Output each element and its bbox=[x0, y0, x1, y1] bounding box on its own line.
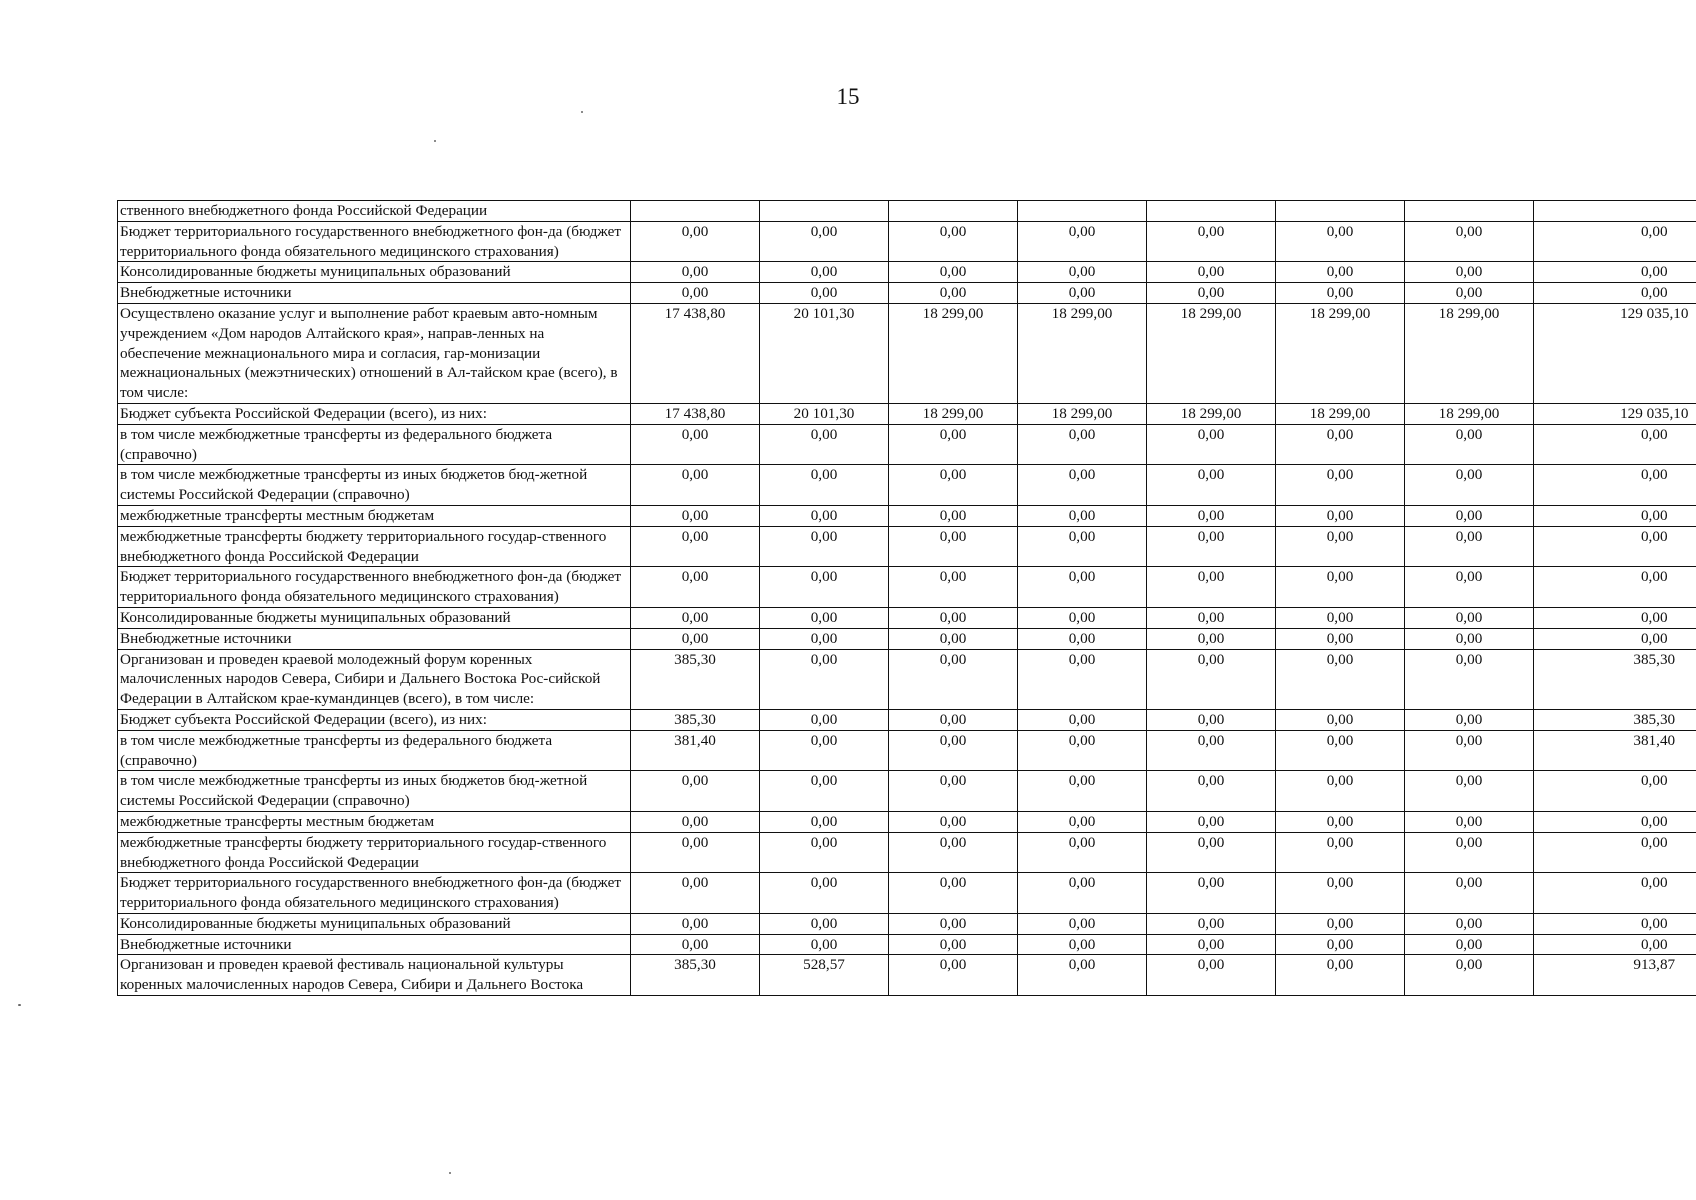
row-label: Организован и проведен краевой фестиваль национальной культуры коренных малочисленных народов Севера, Сибири и Дальнего Востока bbox=[118, 955, 631, 996]
table-row bbox=[118, 955, 1696, 996]
value-cell: 0,00 bbox=[1405, 709, 1534, 730]
value-cell: 0,00 bbox=[760, 730, 889, 771]
value-cell: 0,00 bbox=[1405, 505, 1534, 526]
value-cell: 0,00 bbox=[760, 628, 889, 649]
value-cell bbox=[1018, 201, 1147, 222]
value-cell: 0,00 bbox=[1534, 424, 1696, 465]
value-cell: 18 299,00 bbox=[1018, 403, 1147, 424]
value-cell: 0,00 bbox=[889, 730, 1018, 771]
table-row bbox=[118, 424, 1696, 465]
table-row bbox=[118, 913, 1696, 934]
value-cell: 0,00 bbox=[760, 424, 889, 465]
row-label: межбюджетные трансферты бюджету территориального государ-ственного внебюджетного фонда Российской Федерации bbox=[118, 832, 631, 873]
value-cell: 0,00 bbox=[1018, 771, 1147, 812]
value-cell: 0,00 bbox=[1018, 873, 1147, 914]
table-row bbox=[118, 873, 1696, 914]
value-cell: 17 438,80 bbox=[631, 303, 760, 403]
table-row bbox=[118, 709, 1696, 730]
value-cell: 0,00 bbox=[760, 811, 889, 832]
value-cell: 129 035,10 bbox=[1534, 403, 1696, 424]
table-row bbox=[118, 934, 1696, 955]
value-cell: 0,00 bbox=[889, 221, 1018, 262]
value-cell: 0,00 bbox=[1276, 955, 1405, 996]
value-cell: 0,00 bbox=[1405, 607, 1534, 628]
value-cell: 0,00 bbox=[631, 221, 760, 262]
value-cell: 18 299,00 bbox=[889, 403, 1018, 424]
value-cell: 0,00 bbox=[1276, 465, 1405, 506]
value-cell: 0,00 bbox=[889, 283, 1018, 304]
row-label: в том числе межбюджетные трансферты из федерального бюджета (справочно) bbox=[118, 424, 631, 465]
value-cell: 0,00 bbox=[1018, 465, 1147, 506]
value-cell: 0,00 bbox=[889, 709, 1018, 730]
value-cell: 0,00 bbox=[1405, 913, 1534, 934]
table-row bbox=[118, 221, 1696, 262]
value-cell: 0,00 bbox=[1405, 262, 1534, 283]
table-row bbox=[118, 201, 1696, 222]
value-cell: 0,00 bbox=[1405, 465, 1534, 506]
row-label: Организован и проведен краевой молодежный форум коренных малочисленных народов Севера, Сибири и Дальнего Востока Рос-сийской Федерации в Алтайском крае-кумандинцев (всего), в том числе: bbox=[118, 649, 631, 709]
table-row bbox=[118, 262, 1696, 283]
value-cell: 0,00 bbox=[889, 913, 1018, 934]
row-label: Внебюджетные источники bbox=[118, 934, 631, 955]
value-cell: 18 299,00 bbox=[1405, 403, 1534, 424]
value-cell: 0,00 bbox=[1405, 283, 1534, 304]
value-cell: 0,00 bbox=[1147, 873, 1276, 914]
row-label: Бюджет субъекта Российской Федерации (всего), из них: bbox=[118, 403, 631, 424]
value-cell: 0,00 bbox=[1405, 873, 1534, 914]
value-cell: 0,00 bbox=[1018, 730, 1147, 771]
row-label: ственного внебюджетного фонда Российской Федерации bbox=[118, 201, 631, 222]
value-cell bbox=[1405, 201, 1534, 222]
value-cell: 0,00 bbox=[631, 424, 760, 465]
scan-speck bbox=[434, 140, 436, 142]
value-cell: 0,00 bbox=[1405, 955, 1534, 996]
value-cell: 18 299,00 bbox=[1276, 303, 1405, 403]
row-label: Бюджет субъекта Российской Федерации (всего), из них: bbox=[118, 709, 631, 730]
value-cell: 0,00 bbox=[760, 771, 889, 812]
value-cell: 0,00 bbox=[1018, 934, 1147, 955]
value-cell: 20 101,30 bbox=[760, 303, 889, 403]
value-cell: 0,00 bbox=[760, 873, 889, 914]
value-cell: 18 299,00 bbox=[1018, 303, 1147, 403]
value-cell: 0,00 bbox=[1147, 262, 1276, 283]
value-cell: 0,00 bbox=[1147, 505, 1276, 526]
row-label: в том числе межбюджетные трансферты из федерального бюджета (справочно) bbox=[118, 730, 631, 771]
value-cell: 20 101,30 bbox=[760, 403, 889, 424]
value-cell: 0,00 bbox=[1276, 526, 1405, 567]
table-row bbox=[118, 771, 1696, 812]
value-cell: 0,00 bbox=[1147, 567, 1276, 608]
value-cell: 0,00 bbox=[1405, 771, 1534, 812]
value-cell: 0,00 bbox=[1534, 832, 1696, 873]
scan-speck bbox=[449, 1172, 451, 1174]
row-label: межбюджетные трансферты бюджету территориального государ-ственного внебюджетного фонда Российской Федерации bbox=[118, 526, 631, 567]
value-cell: 0,00 bbox=[1534, 873, 1696, 914]
value-cell: 0,00 bbox=[631, 607, 760, 628]
value-cell: 0,00 bbox=[889, 607, 1018, 628]
value-cell bbox=[1534, 201, 1696, 222]
value-cell: 0,00 bbox=[1018, 221, 1147, 262]
value-cell: 0,00 bbox=[1147, 934, 1276, 955]
value-cell: 0,00 bbox=[1018, 649, 1147, 709]
value-cell: 0,00 bbox=[1405, 221, 1534, 262]
value-cell: 0,00 bbox=[631, 771, 760, 812]
value-cell: 0,00 bbox=[631, 505, 760, 526]
value-cell: 528,57 bbox=[760, 955, 889, 996]
value-cell: 0,00 bbox=[889, 424, 1018, 465]
table-row bbox=[118, 832, 1696, 873]
value-cell: 0,00 bbox=[1147, 607, 1276, 628]
value-cell: 0,00 bbox=[631, 526, 760, 567]
table-row bbox=[118, 628, 1696, 649]
value-cell: 0,00 bbox=[1018, 913, 1147, 934]
row-label: Бюджет территориального государственного внебюджетного фон-да (бюджет территориального фонда обязательного медицинского страхования) bbox=[118, 221, 631, 262]
value-cell: 0,00 bbox=[631, 567, 760, 608]
table-row bbox=[118, 730, 1696, 771]
value-cell: 0,00 bbox=[1147, 221, 1276, 262]
value-cell: 0,00 bbox=[1147, 709, 1276, 730]
value-cell: 0,00 bbox=[1018, 628, 1147, 649]
value-cell: 0,00 bbox=[1147, 771, 1276, 812]
row-label: межбюджетные трансферты местным бюджетам bbox=[118, 505, 631, 526]
row-label: в том числе межбюджетные трансферты из иных бюджетов бюд-жетной системы Российской Федерации (справочно) bbox=[118, 771, 631, 812]
value-cell: 0,00 bbox=[1405, 811, 1534, 832]
table-body bbox=[118, 201, 1696, 996]
value-cell: 0,00 bbox=[1276, 262, 1405, 283]
value-cell: 0,00 bbox=[631, 811, 760, 832]
value-cell: 0,00 bbox=[1405, 934, 1534, 955]
value-cell: 0,00 bbox=[889, 567, 1018, 608]
value-cell: 0,00 bbox=[760, 913, 889, 934]
value-cell: 0,00 bbox=[760, 709, 889, 730]
value-cell: 0,00 bbox=[1018, 832, 1147, 873]
value-cell: 0,00 bbox=[631, 262, 760, 283]
budget-table bbox=[117, 200, 1696, 996]
value-cell: 385,30 bbox=[1534, 649, 1696, 709]
value-cell: 0,00 bbox=[1534, 505, 1696, 526]
row-label: межбюджетные трансферты местным бюджетам bbox=[118, 811, 631, 832]
value-cell: 0,00 bbox=[760, 832, 889, 873]
value-cell: 0,00 bbox=[1276, 811, 1405, 832]
value-cell: 18 299,00 bbox=[1276, 403, 1405, 424]
value-cell: 0,00 bbox=[1276, 649, 1405, 709]
value-cell: 0,00 bbox=[889, 526, 1018, 567]
value-cell: 18 299,00 bbox=[1405, 303, 1534, 403]
value-cell: 0,00 bbox=[889, 955, 1018, 996]
scan-speck bbox=[18, 1004, 21, 1006]
value-cell: 0,00 bbox=[760, 283, 889, 304]
value-cell: 0,00 bbox=[1276, 221, 1405, 262]
value-cell: 0,00 bbox=[1534, 465, 1696, 506]
value-cell: 0,00 bbox=[631, 913, 760, 934]
value-cell: 0,00 bbox=[1276, 709, 1405, 730]
value-cell: 17 438,80 bbox=[631, 403, 760, 424]
table-row bbox=[118, 465, 1696, 506]
value-cell: 0,00 bbox=[1147, 649, 1276, 709]
value-cell: 0,00 bbox=[1405, 649, 1534, 709]
value-cell: 0,00 bbox=[1276, 934, 1405, 955]
value-cell: 0,00 bbox=[1147, 465, 1276, 506]
value-cell: 18 299,00 bbox=[1147, 403, 1276, 424]
value-cell bbox=[889, 201, 1018, 222]
value-cell: 0,00 bbox=[1018, 811, 1147, 832]
value-cell: 129 035,10 bbox=[1534, 303, 1696, 403]
row-label: Бюджет территориального государственного внебюджетного фон-да (бюджет территориального фонда обязательного медицинского страхования) bbox=[118, 567, 631, 608]
value-cell: 385,30 bbox=[631, 709, 760, 730]
value-cell: 0,00 bbox=[1276, 283, 1405, 304]
value-cell: 0,00 bbox=[760, 221, 889, 262]
value-cell: 0,00 bbox=[1534, 913, 1696, 934]
table-row bbox=[118, 303, 1696, 403]
table-row bbox=[118, 283, 1696, 304]
value-cell: 0,00 bbox=[1534, 628, 1696, 649]
value-cell: 0,00 bbox=[889, 628, 1018, 649]
value-cell: 0,00 bbox=[1276, 730, 1405, 771]
page-number: 15 bbox=[836, 84, 860, 109]
value-cell: 0,00 bbox=[1276, 628, 1405, 649]
value-cell: 0,00 bbox=[889, 832, 1018, 873]
value-cell: 0,00 bbox=[1276, 567, 1405, 608]
value-cell: 18 299,00 bbox=[889, 303, 1018, 403]
row-label: Консолидированные бюджеты муниципальных образований bbox=[118, 607, 631, 628]
row-label: в том числе межбюджетные трансферты из иных бюджетов бюд-жетной системы Российской Федерации (справочно) bbox=[118, 465, 631, 506]
row-label: Консолидированные бюджеты муниципальных образований bbox=[118, 913, 631, 934]
value-cell: 0,00 bbox=[889, 465, 1018, 506]
table-row bbox=[118, 811, 1696, 832]
scan-speck bbox=[581, 111, 583, 113]
row-label: Бюджет территориального государственного внебюджетного фон-да (бюджет территориального фонда обязательного медицинского страхования) bbox=[118, 873, 631, 914]
table-row bbox=[118, 526, 1696, 567]
value-cell: 0,00 bbox=[760, 465, 889, 506]
value-cell: 385,30 bbox=[1534, 709, 1696, 730]
value-cell bbox=[760, 201, 889, 222]
value-cell: 0,00 bbox=[760, 505, 889, 526]
value-cell: 0,00 bbox=[1147, 955, 1276, 996]
value-cell: 0,00 bbox=[760, 262, 889, 283]
value-cell: 0,00 bbox=[1534, 607, 1696, 628]
value-cell: 0,00 bbox=[1405, 526, 1534, 567]
value-cell: 385,30 bbox=[631, 649, 760, 709]
value-cell: 0,00 bbox=[1018, 567, 1147, 608]
value-cell: 0,00 bbox=[889, 262, 1018, 283]
value-cell: 0,00 bbox=[631, 934, 760, 955]
value-cell: 0,00 bbox=[889, 649, 1018, 709]
value-cell: 0,00 bbox=[1276, 913, 1405, 934]
value-cell: 0,00 bbox=[1147, 424, 1276, 465]
value-cell: 0,00 bbox=[1147, 526, 1276, 567]
value-cell: 0,00 bbox=[1405, 832, 1534, 873]
row-label: Консолидированные бюджеты муниципальных образований bbox=[118, 262, 631, 283]
value-cell: 0,00 bbox=[1276, 505, 1405, 526]
value-cell: 0,00 bbox=[1147, 730, 1276, 771]
value-cell: 0,00 bbox=[1147, 913, 1276, 934]
value-cell: 0,00 bbox=[1534, 262, 1696, 283]
value-cell: 0,00 bbox=[1534, 283, 1696, 304]
value-cell: 913,87 bbox=[1534, 955, 1696, 996]
value-cell: 0,00 bbox=[631, 283, 760, 304]
value-cell: 0,00 bbox=[1276, 607, 1405, 628]
value-cell: 0,00 bbox=[889, 505, 1018, 526]
value-cell: 0,00 bbox=[889, 934, 1018, 955]
value-cell: 0,00 bbox=[1018, 283, 1147, 304]
value-cell: 0,00 bbox=[1147, 283, 1276, 304]
value-cell: 0,00 bbox=[1018, 505, 1147, 526]
value-cell: 0,00 bbox=[631, 832, 760, 873]
value-cell: 0,00 bbox=[1147, 832, 1276, 873]
value-cell: 0,00 bbox=[760, 526, 889, 567]
value-cell: 0,00 bbox=[1018, 526, 1147, 567]
value-cell: 0,00 bbox=[1147, 811, 1276, 832]
value-cell: 0,00 bbox=[1018, 424, 1147, 465]
value-cell: 0,00 bbox=[1018, 262, 1147, 283]
value-cell: 381,40 bbox=[631, 730, 760, 771]
value-cell: 0,00 bbox=[1534, 934, 1696, 955]
value-cell: 385,30 bbox=[631, 955, 760, 996]
value-cell: 381,40 bbox=[1534, 730, 1696, 771]
value-cell bbox=[631, 201, 760, 222]
table-row bbox=[118, 505, 1696, 526]
row-label: Внебюджетные источники bbox=[118, 283, 631, 304]
value-cell: 0,00 bbox=[1276, 873, 1405, 914]
value-cell: 0,00 bbox=[1276, 771, 1405, 812]
value-cell: 18 299,00 bbox=[1147, 303, 1276, 403]
value-cell: 0,00 bbox=[889, 771, 1018, 812]
value-cell bbox=[1276, 201, 1405, 222]
value-cell: 0,00 bbox=[760, 649, 889, 709]
table-row bbox=[118, 649, 1696, 709]
value-cell: 0,00 bbox=[889, 811, 1018, 832]
row-label: Внебюджетные источники bbox=[118, 628, 631, 649]
value-cell: 0,00 bbox=[760, 567, 889, 608]
value-cell: 0,00 bbox=[1405, 567, 1534, 608]
value-cell: 0,00 bbox=[1018, 607, 1147, 628]
value-cell: 0,00 bbox=[1534, 221, 1696, 262]
value-cell: 0,00 bbox=[1534, 811, 1696, 832]
value-cell: 0,00 bbox=[1018, 955, 1147, 996]
table-row bbox=[118, 403, 1696, 424]
value-cell: 0,00 bbox=[631, 465, 760, 506]
table-row bbox=[118, 607, 1696, 628]
value-cell: 0,00 bbox=[1276, 832, 1405, 873]
value-cell: 0,00 bbox=[1534, 526, 1696, 567]
table-row bbox=[118, 567, 1696, 608]
value-cell: 0,00 bbox=[760, 607, 889, 628]
value-cell bbox=[1147, 201, 1276, 222]
value-cell: 0,00 bbox=[631, 628, 760, 649]
value-cell: 0,00 bbox=[1534, 771, 1696, 812]
value-cell: 0,00 bbox=[631, 873, 760, 914]
value-cell: 0,00 bbox=[889, 873, 1018, 914]
value-cell: 0,00 bbox=[1276, 424, 1405, 465]
value-cell: 0,00 bbox=[1534, 567, 1696, 608]
value-cell: 0,00 bbox=[1405, 628, 1534, 649]
value-cell: 0,00 bbox=[760, 934, 889, 955]
value-cell: 0,00 bbox=[1405, 424, 1534, 465]
row-label: Осуществлено оказание услуг и выполнение работ краевым авто-номным учреждением «Дом народов Алтайского края», направ-ленных на обеспечение межнационального мира и согласия, гар-монизации межнациональных (межэтнических) отношений в Ал-тайском крае (всего), в том числе: bbox=[118, 303, 631, 403]
value-cell: 0,00 bbox=[1147, 628, 1276, 649]
value-cell: 0,00 bbox=[1018, 709, 1147, 730]
value-cell: 0,00 bbox=[1405, 730, 1534, 771]
